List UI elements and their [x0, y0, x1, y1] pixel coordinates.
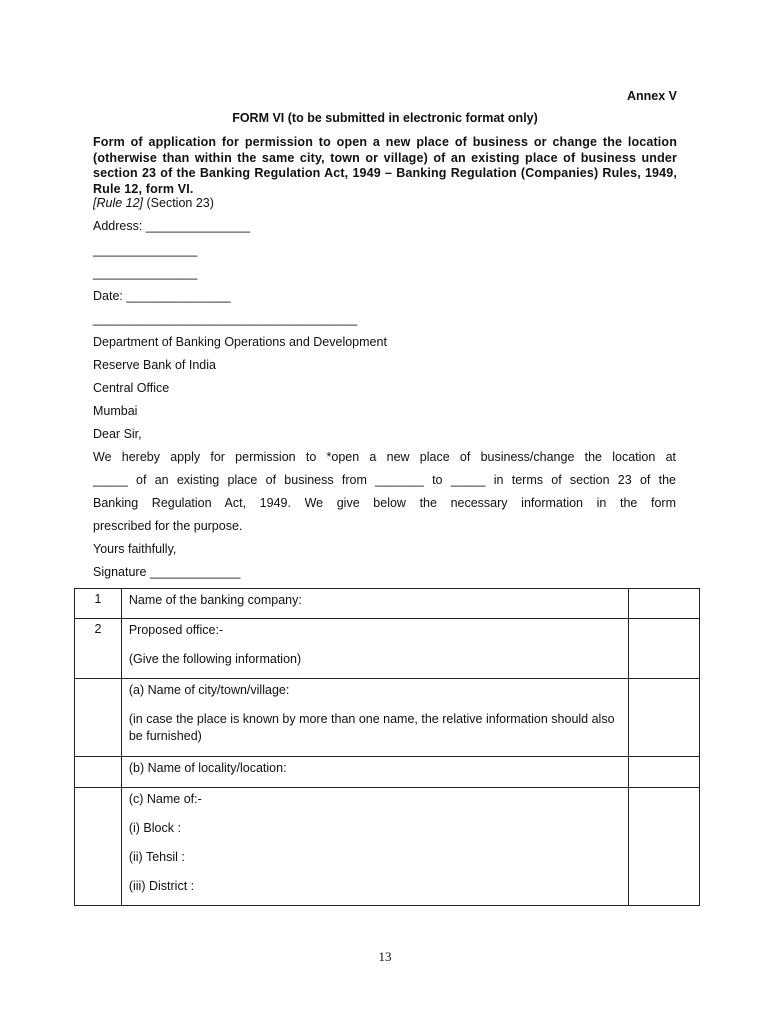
table-row	[75, 589, 700, 619]
row-text: (Give the following information)	[128, 652, 302, 666]
signature-field: Signature _____________	[93, 565, 241, 579]
answer-cell[interactable]	[629, 589, 700, 619]
recipient-city: Mumbai	[93, 404, 138, 418]
row-text: Proposed office:-	[128, 623, 224, 637]
row-number: 2	[75, 619, 122, 679]
row-description	[121, 788, 628, 906]
answer-cell[interactable]	[629, 679, 700, 757]
letter-body-line-1: We hereby apply for permission to *open a new place of business/change the location at	[93, 450, 676, 464]
form-description: Form of application for permission to open a new place of business or change the location (otherwise than within the same city, town or village) of an existing place of business under section 23 of the Banking Regulation Act, 1949 – Banking Regulation (Companies) Rules, 1949, Rule 12, form VI.	[93, 135, 677, 196]
table-row	[75, 757, 700, 788]
rule-number: [Rule 12]	[93, 196, 144, 210]
row-text: (b) Name of locality/location:	[128, 761, 287, 775]
row-number	[75, 757, 122, 788]
answer-cell[interactable]	[629, 619, 700, 679]
form-title: FORM VI (to be submitted in electronic format only)	[232, 111, 538, 125]
table-row	[75, 619, 700, 679]
row-text: (a) Name of city/town/village:	[128, 683, 290, 697]
address-field: Address: _______________	[93, 219, 251, 233]
recipient-department: Department of Banking Operations and Development	[93, 335, 387, 349]
section-number: (Section 23)	[143, 196, 214, 210]
row-number: 1	[75, 589, 122, 619]
letter-body-line-4: prescribed for the purpose.	[93, 519, 243, 533]
table-row	[75, 788, 700, 906]
closing: Yours faithfully,	[93, 542, 177, 556]
salutation: Dear Sir,	[93, 427, 142, 441]
letter-body-line-2: _____ of an existing place of business from _______ to _____ in terms of section 23 of the	[93, 473, 676, 487]
annex-label: Annex V	[626, 89, 677, 103]
recipient-office: Central Office	[93, 381, 170, 395]
page-number: 13	[378, 949, 392, 964]
row-text: (c) Name of:-	[128, 792, 202, 806]
row-description	[121, 679, 628, 757]
letter-body-line-3: Banking Regulation Act, 1949. We give below the necessary information in the form	[93, 496, 676, 510]
application-table	[74, 588, 700, 906]
table-row	[75, 679, 700, 757]
row-text: (ii) Tehsil :	[128, 850, 185, 864]
row-description	[121, 757, 628, 788]
row-description	[121, 589, 628, 619]
rule-reference	[93, 196, 677, 210]
row-number	[75, 788, 122, 906]
row-number	[75, 679, 122, 757]
address-line-2: _______________	[93, 243, 198, 257]
row-text: (i) Block :	[128, 821, 181, 835]
row-text: (in case the place is known by more than one name, the relative information should also be furnished)	[128, 712, 615, 743]
separator-line: ______________________________________	[93, 312, 358, 326]
recipient-bank: Reserve Bank of India	[93, 358, 216, 372]
row-text: (iii) District :	[128, 879, 195, 893]
row-text: Name of the banking company:	[128, 593, 302, 607]
row-description	[121, 619, 628, 679]
answer-cell[interactable]	[629, 788, 700, 906]
date-field: Date: _______________	[93, 289, 231, 303]
answer-cell[interactable]	[629, 757, 700, 788]
address-line-3: _______________	[93, 266, 198, 280]
